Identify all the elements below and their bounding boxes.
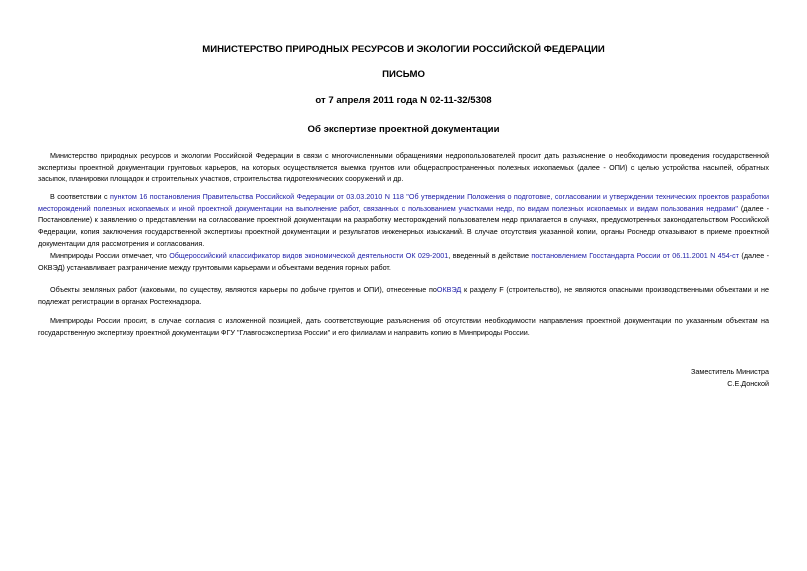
paragraph-3-text-start: Минприроды России отмечает, что [50,251,170,260]
document-type: ПИСЬМО [382,69,425,80]
signature-title: Заместитель Министра [691,367,769,376]
paragraph-2-text-start: В соответствии с [50,192,111,201]
paragraph-3-text-end: (далее - ОКВЭД) устанавливает разграничение между грунтовыми карьерами и объектами ведения горных работ. [38,251,770,272]
okved-link[interactable]: ОКВЭД [436,285,462,294]
paragraph-2-text-end: (далее - Постановление) к заявлению о представлении на согласование проектной документации на разработку месторождений пользователем недр прилагается в случаях, предусмотренных законодательством Российской Федерации, копия заключения государственной экспертизы проектной документации и результатов инженерных изысканий. В случае отсутствия указанной копии, органы Роснедр отказывают в приеме проектной документации для рассмотрения и согласования. [38,203,769,248]
decree-118-link[interactable]: пунктом 16 постановления Правительства Российской Федерации от 03.03.2010 N 118 "Об утверждении Положения о подготовке, согласовании и утверждении технических проектов разработки месторождений полезных ископаемых и иной проектной документации на выполнение работ, связанных с пользованием участками недр, по видам полезных ископаемых и видам пользования недрами" [38,192,769,213]
paragraph-2 [38,191,769,250]
paragraph-4-text-start: Объекты земляных работ (каковыми, по существу, являются карьеры по добыче грунтов и ОПИ), отнесенные по [50,285,437,294]
paragraph-4-text-end: к разделу F (строительство), не являются опасными производственными объектами и не подлежат регистрации в органах Ростехнадзора. [38,285,769,306]
signature-name: С.Е.Донской [727,379,769,388]
ministry-heading: МИНИСТЕРСТВО ПРИРОДНЫХ РЕСУРСОВ И ЭКОЛОГИИ РОССИЙСКОЙ ФЕДЕРАЦИИ [202,44,605,55]
okved-classifier-link[interactable]: Общероссийский классификатор видов экономической деятельности ОК 029-2001 [169,251,449,260]
paragraph-3-text-middle: , введенный в действие [448,251,532,260]
document-subject: Об экспертизе проектной документации [307,124,500,135]
paragraph-1: Министерство природных ресурсов и экологии Российской Федерации в связи с многочисленными обращениями недропользователей просит дать разъяснение о необходимости проведения государственной экспертизы проектной документации грунтовых карьеров, на которых осуществляется выемка грунтов или общераспространенных полезных ископаемых (далее - ОПИ) с целью устройства насыпей, обратных засыпок, планировки площадок и строительных участков, строительства гидротехнических сооружений и др. [38,151,769,184]
gosstandart-decree-link[interactable]: постановлением Госстандарта России от 06.11.2001 N 454-ст [531,251,740,260]
paragraph-3 [38,250,769,273]
document-date-number: от 7 апреля 2011 года N 02-11-32/5308 [315,95,492,106]
paragraph-4 [38,284,769,307]
paragraph-5: Минприроды России просит, в случае согласия с изложенной позицией, дать соответствующие разъяснения об отсутствии необходимости направления проектной документации по указанным объектам на государственную экспертизу проектной документации ФГУ "Главгосэкспертиза России" и его филиалам и направить копию в Минприроды России. [38,316,769,337]
